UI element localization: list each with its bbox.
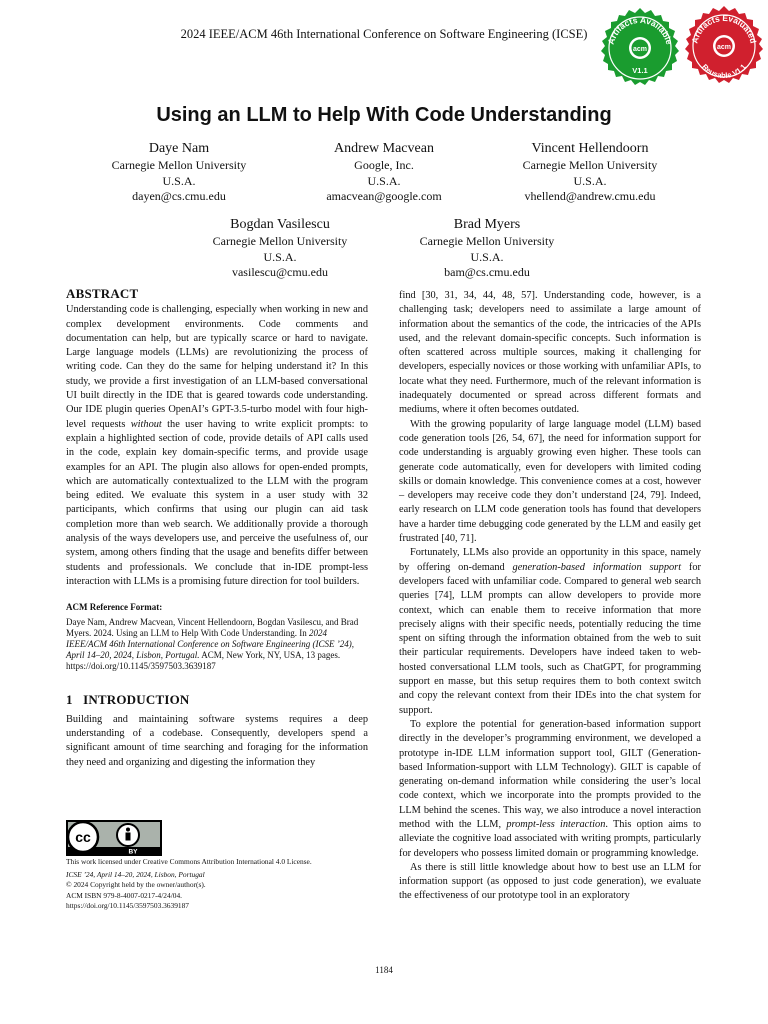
venue-line: ICSE ’24, April 14–20, 2024, Lisbon, Portugal: [66, 870, 205, 879]
author-name: Daye Nam: [148, 141, 210, 156]
author-email: bam@cs.cmu.edu: [444, 265, 530, 279]
author-block-5: [387, 215, 587, 281]
author-affiliation: Carnegie Mellon University: [212, 234, 348, 248]
author-block-2: [284, 139, 484, 205]
abstract-text: Understanding code is challenging, especially when working in new and complex development environments. Code comments and documentation can help, but are typically scarce or hard to navigate. Large language models (LLMs) are revolutionizing the process of writing code. Can they do the same for helping understand it? In this study, we provide a first investigation of an LLM-based conversational UI built directly in the IDE that is geared towards code understanding. Our IDE plugin queries OpenAI’s GPT-3.5-turbo model with four high-level requests without the user having to write explicit prompts: to explain a highlighted section of code, provide details of API calls used in the code, explain key domain-specific terms, and provide usage examples for an API. The plugin also allows for open-ended prompts, which are automatically contextualized to the LLM with the program being edited. We evaluate this system in a user study with 32 participants, which confirms that using our plugin can aid task completion more than web search. We additionally provide a thorough analysis of the ways developers use, and perceive the usefulness of, our system, among others finding that the usage and benefits differ between students and professionals. We conclude that in-IDE prompt-less interaction with LLMs is a promising future direction for tool builders.: [66, 304, 368, 587]
author-name: Vincent Hellendoorn: [531, 141, 649, 156]
author-country: U.S.A.: [470, 249, 504, 264]
intro-paragraph: Building and maintaining software systems requires a deep understanding of a codebase. Consequently, developers spend a significant amount of time searching and foraging for the information they need and organizing and digesting the information they: [66, 713, 368, 768]
license-text: This work licensed under Creative Commons Attribution International 4.0 License.: [66, 857, 312, 866]
author-block-3: [490, 139, 690, 205]
by-label: BY: [128, 848, 138, 856]
doi-line: https://doi.org/10.1145/3597503.3639187: [66, 901, 189, 911]
acm-logo-text: acm: [632, 46, 648, 53]
abstract-heading: ABSTRACT: [66, 286, 139, 301]
acm-logo-text: acm: [716, 44, 732, 51]
author-country: U.S.A.: [367, 173, 401, 188]
artifacts-available-badge: [598, 6, 682, 90]
author-email: vasilescu@cmu.edu: [231, 265, 329, 279]
author-name: Brad Myers: [453, 217, 521, 232]
author-name: Bogdan Vasilescu: [230, 217, 330, 232]
left-column: [66, 287, 368, 770]
author-country: U.S.A.: [162, 173, 196, 188]
right-paragraph-3: Fortunately, LLMs also provide an opportunity in this space, namely by offering on-demand generation-based information support for developers faced with unfamiliar code. Compared to general web search queries [74], LLM prompts can allow developers to provide more context, which can enable them to receive information that more precisely aligns with their specific needs, potentially reducing the time spent on sifting through the information obtained from the web to suit their particular requirements. Developers have indeed taken to web-hosted conversational LLM tools, such as ChatGPT, for programming support en masse, but this setup requires them to both context switch and copy the relevant context from their IDEs into the chat system for support.: [399, 547, 701, 716]
copyright-line: © 2024 Copyright held by the owner/author(s).: [66, 880, 206, 890]
artifacts-evaluated-badge: [682, 4, 766, 88]
conference-header: 2024 IEEE/ACM 46th International Conference on Software Engineering (ICSE): [180, 27, 588, 41]
acm-reference-heading: ACM Reference Format:: [66, 602, 163, 613]
right-paragraph-4: To explore the potential for generation-based information support directly in the developer’s programming environment, we developed a prototype in-IDE LLM information support tool, GILT (Generation-based Information-support with LLM Technology). GILT is capable of generating on-demand information while considering the user’s local code context, which we incorporate into the prompts provided to the LLM behind the scenes. This way, we also introduce a novel interaction method with the LLM, prompt-less interaction. This option aims to alleviate the cognitive load associated with writing prompts, particularly for developers who possess limited domain or programming knowledge.: [399, 718, 702, 859]
person-icon: [126, 828, 130, 832]
author-email: vhellend@andrew.cmu.edu: [524, 189, 656, 203]
author-country: U.S.A.: [263, 249, 297, 264]
footer-info: [66, 870, 206, 912]
right-column: [399, 289, 701, 904]
cc-by-license-logo: [66, 820, 162, 856]
author-affiliation: Carnegie Mellon University: [111, 158, 247, 172]
badge-bottom-text: Reusable V1.1: [700, 62, 748, 81]
right-paragraph-1: find [30, 31, 34, 44, 48, 57]. Understanding code, however, is a challenging task; developers need to assimilate a large amount of information about the semantics of the code, the intricacies of the APIs used, and the relevant domain-specific concepts. Such information is often scattered across multiple sources, making it challenging for developers, especially novices or those working with unfamiliar APIs, to locate what they need. Furthermore, much of the relevant information is inadequately documented or spread across different formats and mediums, where it often becomes outdated.: [399, 290, 701, 416]
isbn-line: ACM ISBN 979-8-4007-0217-4/24/04.: [66, 890, 182, 900]
acm-reference-text: Daye Nam, Andrew Macvean, Vincent Hellendoorn, Bogdan Vasilescu, and Brad Myers. 2024. Using an LLM to Help With Code Understanding. In 2024 IEEE/ACM 46th International Conference on Software Engineering (ICSE ’24), April 14–20, 2024, Lisbon, Portugal. ACM, New York, NY, USA, 13 pages. https://doi.org/10.1145/3597503.3639187: [66, 616, 359, 672]
badge-top-text: Artifacts Available: [605, 14, 675, 46]
cc-icon: cc: [75, 829, 91, 845]
intro-heading: 1 INTRODUCTION: [66, 691, 190, 707]
page-number: 1184: [375, 965, 393, 975]
author-email: amacvean@google.com: [326, 189, 442, 203]
badge-top-text: Artifacts Evaluated: [689, 12, 759, 45]
author-name: Andrew Macvean: [334, 141, 434, 156]
right-paragraph-5: As there is still little knowledge about how to best use an LLM for information support (as opposed to just code generation), we evaluate the effectiveness of our prototype tool in an exploratory: [399, 861, 701, 902]
author-email: dayen@cs.cmu.edu: [132, 189, 226, 203]
author-affiliation: Carnegie Mellon University: [419, 234, 555, 248]
author-affiliation: Carnegie Mellon University: [522, 158, 658, 172]
author-affiliation: Google, Inc.: [354, 158, 414, 172]
author-block-4: [180, 215, 380, 281]
badge-bottom-text: V1.1: [632, 66, 648, 75]
paper-title: Using an LLM to Help With Code Understanding: [156, 104, 612, 126]
author-country: U.S.A.: [573, 173, 607, 188]
right-paragraph-2: With the growing popularity of large language model (LLM) based code generation tools [26, 54, 67], the need for information support for code understanding is arguably growing even higher. These tools can generate code automatically, even for developers with limited coding skills or domain knowledge. This convenience comes at a cost, however – developers may receive code they don’t understand [24, 79]. Indeed, early research on LLM code generation tools has found that developers have a harder time debugging code generated by the LLM and easily get frustrated [40, 71].: [399, 418, 701, 545]
author-block-1: [79, 139, 279, 205]
